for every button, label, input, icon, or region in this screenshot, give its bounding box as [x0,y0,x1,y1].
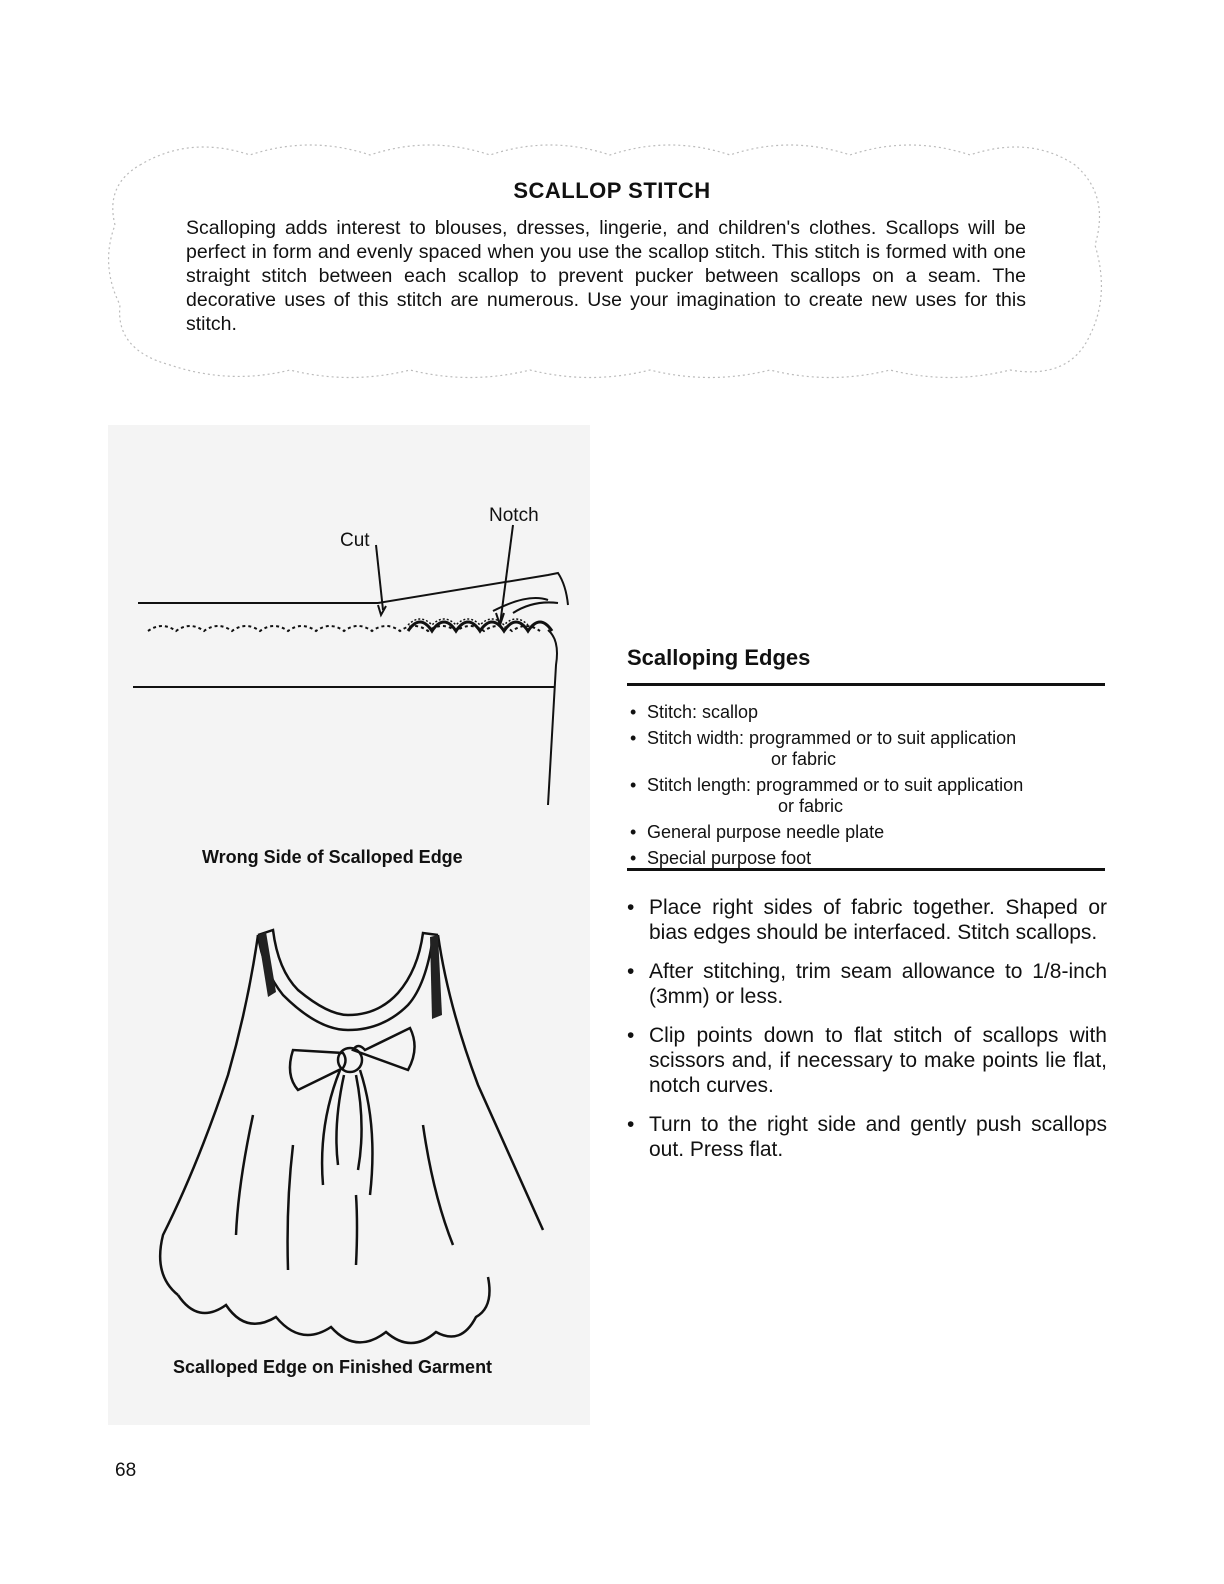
step-item [627,959,1107,1009]
spec-continuation: or fabric [778,796,844,816]
step-text: Place right sides of fabric together. Shaped or bias edges should be interfaced. Stitch scallops. [649,896,1107,944]
spec-label: Stitch length: programmed or to suit application [647,775,1024,795]
bullet-icon: • [630,775,637,795]
bullet-icon: • [630,702,637,722]
step-text: After stitching, trim seam allowance to 1/8-inch (3mm) or less. [649,960,1107,1008]
caption-wrong-side: Wrong Side of Scalloped Edge [202,847,463,867]
spec-item [630,848,1105,869]
top-divider [627,683,1105,686]
step-text: Clip points down to flat stitch of scallops with scissors and, if necessary to make points lie flat, notch curves. [649,1024,1107,1097]
spec-label: Stitch width: programmed or to suit application [647,728,1017,748]
spec-label: General purpose needle plate [647,822,885,842]
spec-item [630,728,1105,770]
label-cut: Cut [340,530,370,551]
spec-item [630,822,1105,843]
bullet-icon: • [627,896,635,919]
wrong-side-illustration [133,525,568,805]
stitch-settings-list [630,702,1105,874]
page-title: SCALLOP STITCH [513,178,711,203]
caption-finished-garment: Scalloped Edge on Finished Garment [173,1357,493,1377]
bottom-divider [627,868,1105,871]
label-notch: Notch [489,505,539,526]
bullet-icon: • [630,848,637,868]
section-title: Scalloping Edges [627,645,811,670]
spec-label: Stitch: scallop [647,702,759,722]
spec-continuation: or fabric [771,749,837,769]
step-item [627,895,1107,945]
step-item [627,1112,1107,1162]
spec-item [630,775,1105,817]
step-text: Turn to the right side and gently push scallops out. Press flat. [649,1113,1107,1161]
bullet-icon: • [630,822,637,842]
garment-illustration [160,930,543,1343]
page-number: 68 [115,1460,137,1481]
bullet-icon: • [627,1113,635,1136]
spec-item [630,702,1105,723]
fabric-illustrations [108,425,590,1425]
spec-label: Special purpose foot [647,848,812,868]
intro-paragraph: Scalloping adds interest to blouses, dresses, lingerie, and children's clothes. Scallops will be perfect in form and evenly spaced when you use the scallop stitch. This stitch is formed with one straight stitch between each scallop to prevent pucker between scallops on a seam. The decorative uses of this stitch are numerous. Use your imagination to create new uses for this stitch. [186,217,1026,335]
bullet-icon: • [630,728,637,748]
instruction-steps [627,895,1107,1176]
bullet-icon: • [627,960,635,983]
bullet-icon: • [627,1024,635,1047]
step-item [627,1023,1107,1098]
figure-panel [108,425,590,1425]
